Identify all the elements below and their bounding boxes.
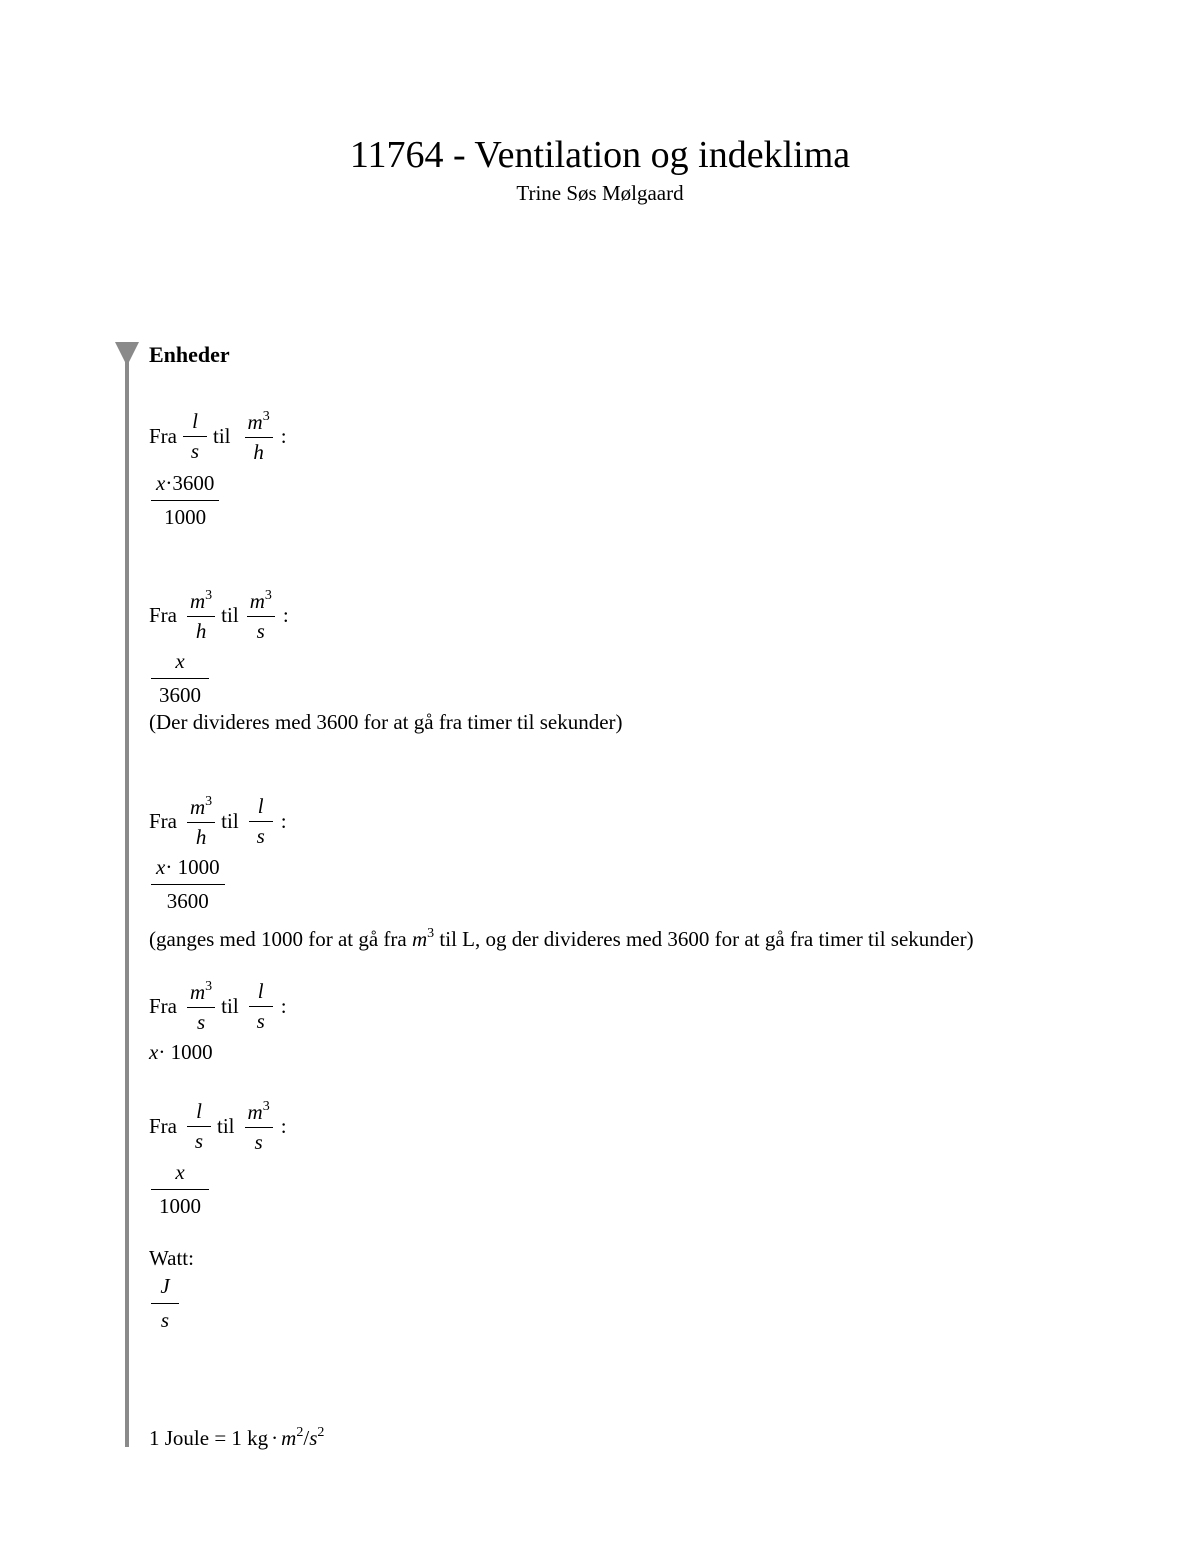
conversion-heading-ls-to-m3s: [149, 1100, 287, 1153]
to-word: til: [217, 1114, 235, 1138]
variable: x: [156, 855, 166, 879]
unit-denominator: s: [254, 1130, 263, 1154]
unit-exponent: 3: [262, 1099, 270, 1114]
formula-fraction: [151, 651, 209, 706]
variable: x: [156, 471, 166, 495]
to-word: til: [221, 994, 239, 1018]
formula-fraction: [151, 473, 219, 528]
formula-fraction: [151, 1162, 209, 1217]
conversion-formula: [151, 857, 231, 912]
formula-numerator: [151, 857, 225, 885]
conversion-heading-m3h-to-m3s: [149, 589, 289, 642]
formula-denominator: 1000: [164, 505, 207, 529]
divide-slash: /: [303, 1426, 310, 1450]
conversion-heading-ls-to-m3h: [149, 410, 287, 463]
colon: :: [282, 603, 289, 627]
unit-denominator: h: [195, 619, 207, 643]
unit-exponent: 3: [205, 588, 213, 603]
second-symbol: s: [309, 1426, 318, 1450]
joule-definition: [149, 1420, 324, 1451]
unit-exponent: 3: [205, 794, 213, 809]
unit-denominator: s: [190, 439, 200, 463]
from-word: Fra: [149, 603, 177, 627]
document-author: Trine Søs Mølgaard: [516, 181, 684, 205]
unit-symbol: m: [249, 589, 265, 613]
unit-denominator: s: [196, 1010, 206, 1034]
unit-exponent: 3: [264, 588, 272, 603]
from-word: Fra: [149, 424, 177, 448]
watt-label: Watt:: [149, 1246, 194, 1270]
conversion-formula: [149, 1039, 213, 1065]
unit-numerator: l: [249, 796, 273, 822]
unit-exponent: 3: [262, 409, 270, 424]
note-text: til L, og der divideres med 3600 for at gå fra timer til sekunder): [434, 927, 974, 951]
unit-symbol: m: [190, 589, 206, 613]
unit-numerator: l: [183, 411, 207, 437]
formula-operand: · 1000: [158, 1040, 213, 1064]
unit-numerator: [247, 589, 275, 617]
colon: :: [280, 424, 287, 448]
unit-numerator: [187, 589, 215, 617]
formula-denominator: 3600: [166, 889, 209, 913]
unit-fraction: [187, 1101, 211, 1152]
formula-numerator: [151, 473, 219, 501]
from-word: Fra: [149, 1114, 177, 1138]
note-unit: m: [411, 927, 428, 951]
from-word: Fra: [149, 809, 177, 833]
meter-symbol: m: [281, 1426, 297, 1450]
conversion-formula: [151, 651, 215, 706]
unit-fraction: [249, 796, 273, 847]
unit-symbol: m: [247, 1100, 263, 1124]
colon: :: [280, 1114, 287, 1138]
unit-exponent: 3: [205, 979, 213, 994]
unit-denominator: s: [194, 1129, 204, 1153]
formula-operand: ·3600: [165, 471, 215, 495]
formula-numerator: x: [151, 1162, 209, 1190]
unit-denominator: h: [195, 825, 207, 849]
unit-symbol: m: [247, 410, 263, 434]
conversion-heading-m3h-to-ls: [149, 795, 287, 848]
meter-exponent: 2: [296, 1425, 304, 1440]
joule-lhs: 1 Joule = 1 kg: [149, 1426, 269, 1450]
unit-fraction: [245, 1100, 273, 1153]
conversion-heading-m3s-to-ls: [149, 980, 287, 1033]
formula-operand: · 1000: [165, 855, 220, 879]
formula-fraction: [151, 857, 225, 912]
variable: x: [149, 1040, 159, 1064]
unit-symbol: m: [190, 795, 206, 819]
conversion-note: (Der divideres med 3600 for at gå fra timer til sekunder): [149, 710, 623, 734]
watt-denominator: s: [160, 1308, 170, 1332]
unit-denominator: s: [256, 619, 265, 643]
multiply-dot: ·: [271, 1426, 279, 1450]
formula-numerator: x: [151, 651, 209, 679]
unit-numerator: [245, 1100, 273, 1128]
formula-denominator: 3600: [159, 683, 201, 707]
to-word: til: [221, 809, 239, 833]
unit-fraction: [187, 795, 215, 848]
unit-numerator: l: [187, 1101, 211, 1127]
unit-fraction: [187, 589, 215, 642]
watt-formula: [151, 1276, 185, 1331]
document-title: 11764 - Ventilation og indeklima: [349, 134, 851, 176]
section-heading: Enheder: [149, 342, 230, 367]
to-word: til: [213, 424, 231, 448]
unit-symbol: m: [190, 980, 206, 1004]
unit-fraction: [183, 411, 207, 462]
conversion-formula: [151, 1162, 215, 1217]
from-word: Fra: [149, 994, 177, 1018]
unit-fraction: [249, 981, 273, 1032]
unit-numerator: [187, 980, 215, 1008]
second-exponent: 2: [317, 1425, 325, 1440]
section-bracket[interactable]: [125, 360, 129, 1447]
unit-fraction: [187, 980, 215, 1033]
to-word: til: [221, 603, 239, 627]
unit-numerator: [245, 410, 273, 438]
note-text: (ganges med 1000 for at gå fra: [149, 927, 412, 951]
conversion-note: [149, 921, 974, 952]
unit-denominator: s: [256, 824, 265, 848]
unit-denominator: s: [256, 1009, 265, 1033]
unit-numerator: [187, 795, 215, 823]
unit-numerator: l: [249, 981, 273, 1007]
watt-fraction: [151, 1276, 179, 1331]
unit-fraction: [247, 589, 275, 642]
note-exponent: 3: [427, 926, 435, 941]
formula-denominator: 1000: [159, 1194, 201, 1218]
conversion-formula: [151, 473, 225, 528]
unit-denominator: h: [253, 440, 264, 464]
colon: :: [280, 809, 287, 833]
colon: :: [280, 994, 287, 1018]
unit-fraction: [245, 410, 273, 463]
watt-numerator: J: [151, 1276, 179, 1304]
